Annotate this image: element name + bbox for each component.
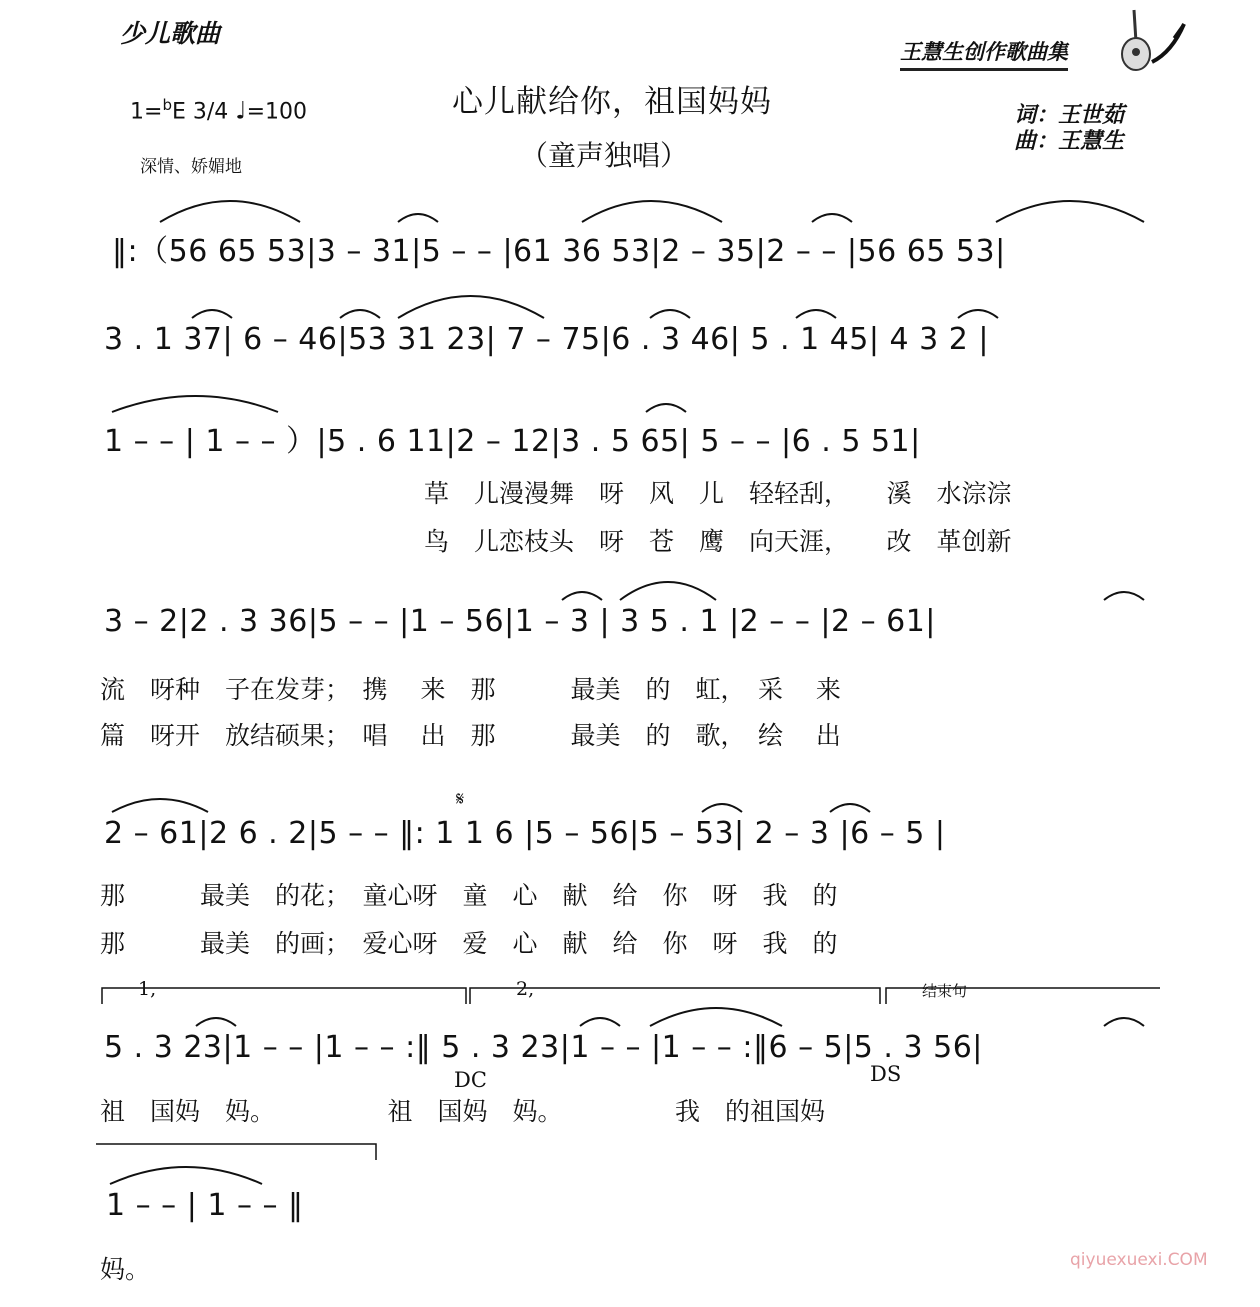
lyric-line-7: 妈。	[100, 1255, 151, 1284]
slur	[958, 310, 998, 318]
score-line-4: 3 – 2|2 . 3 36|5 – – |1 – 56|1 – 3 | 3 5 . 1 |2 – – |2 – 61|	[104, 604, 936, 639]
slur	[112, 799, 208, 812]
slur	[650, 310, 690, 318]
slur	[646, 404, 686, 412]
score-line-5: 2 – 61|2 6 . 2|5 – – ‖: 1 1 6 |5 – 56|5 – 53| 2 – 3 |6 – 5 |	[104, 816, 946, 851]
volta-2-bracket	[470, 988, 880, 1004]
lyric-line-4a: 流 呀种 子在发芽； 携 来 那 最美 的 虹， 采 来	[100, 675, 841, 704]
lyric-line-3a: 草 儿漫漫舞 呀 风 儿 轻轻刮， 溪 水淙淙	[424, 479, 1012, 508]
song-subtitle: （童声独唱）	[520, 139, 689, 172]
ending-label: 结束句	[922, 982, 968, 1000]
slur	[996, 201, 1144, 222]
slur	[340, 310, 380, 318]
slur	[112, 396, 278, 412]
slur	[702, 804, 742, 812]
score-line-7: 1 – – | 1 – – ‖	[106, 1188, 304, 1223]
slur	[398, 296, 544, 318]
slur	[196, 1018, 236, 1026]
collection-label: 王慧生创作歌曲集	[900, 36, 1068, 71]
volta-1-bracket	[102, 988, 466, 1004]
ending-bracket	[886, 988, 1160, 1004]
slur	[1104, 1018, 1144, 1026]
slur	[398, 214, 438, 222]
slur	[562, 592, 602, 600]
slur	[1104, 592, 1144, 600]
lyric-line-6: 祖 国妈 妈。 祖 国妈 妈。 我 的祖国妈	[100, 1097, 826, 1126]
watermark: qiyuexuexi.COM	[1070, 1250, 1208, 1270]
slur	[796, 310, 836, 318]
key-flat: b	[162, 96, 172, 114]
score-line-6: 5 . 3 23|1 – – |1 – – :‖ 5 . 3 23|1 – – |1 – – :‖6 – 5|5 . 3 56|	[104, 1030, 983, 1065]
slur	[582, 201, 722, 222]
ds-mark: DS	[870, 1062, 902, 1086]
slur	[620, 582, 716, 600]
ending-bracket-close	[96, 1144, 376, 1160]
category-label: 少儿歌曲	[120, 19, 221, 48]
quarter-note-icon: ♩	[235, 96, 247, 125]
slur	[110, 1167, 262, 1184]
composer: 曲：王慧生	[1014, 128, 1125, 154]
lyric-line-5a: 那 最美 的花； 童心呀 童 心 献 给 你 呀 我 的	[100, 881, 838, 910]
score-line-1: ‖:（56 65 53|3 – 31|5 – – |61 36 53|2 – 35|2 – – |56 65 53|	[112, 234, 1006, 269]
lyric-line-4b: 篇 呀开 放结硕果； 唱 出 那 最美 的 歌， 绘 出	[100, 721, 841, 750]
slur	[580, 1018, 620, 1026]
slur	[830, 804, 870, 812]
lyric-line-5b: 那 最美 的画； 爱心呀 爱 心 献 给 你 呀 我 的	[100, 929, 838, 958]
key-prefix: 1=	[130, 99, 163, 125]
slur	[192, 310, 232, 318]
key-note: E 3/4	[171, 99, 229, 125]
song-title: 心儿献给你，祖国妈妈	[452, 84, 772, 120]
slur	[650, 1008, 782, 1026]
volta-2-label: 2,	[516, 978, 535, 1000]
slur	[160, 201, 300, 222]
volta-1-label: 1,	[138, 978, 157, 1000]
slur	[812, 214, 852, 222]
lyricist: 词：王世茹	[1014, 102, 1125, 128]
tempo-value: =100	[246, 99, 308, 125]
lyric-line-3b: 鸟 儿恋枝头 呀 苍 鹰 向天涯， 改 革创新	[424, 527, 1012, 556]
expression-mark: 深情、娇媚地	[140, 157, 242, 177]
segno-mark: 𝄋	[456, 788, 465, 810]
score-line-2: 3 . 1 37| 6 – 46|53 31 23| 7 – 75|6 . 3 46| 5 . 1 45| 4 3 2 |	[104, 322, 990, 357]
dc-mark: DC	[454, 1068, 487, 1092]
score-line-3: 1 – – | 1 – – ）|5 . 6 11|2 – 12|3 . 5 65| 5 – – |6 . 5 51|	[104, 424, 921, 459]
